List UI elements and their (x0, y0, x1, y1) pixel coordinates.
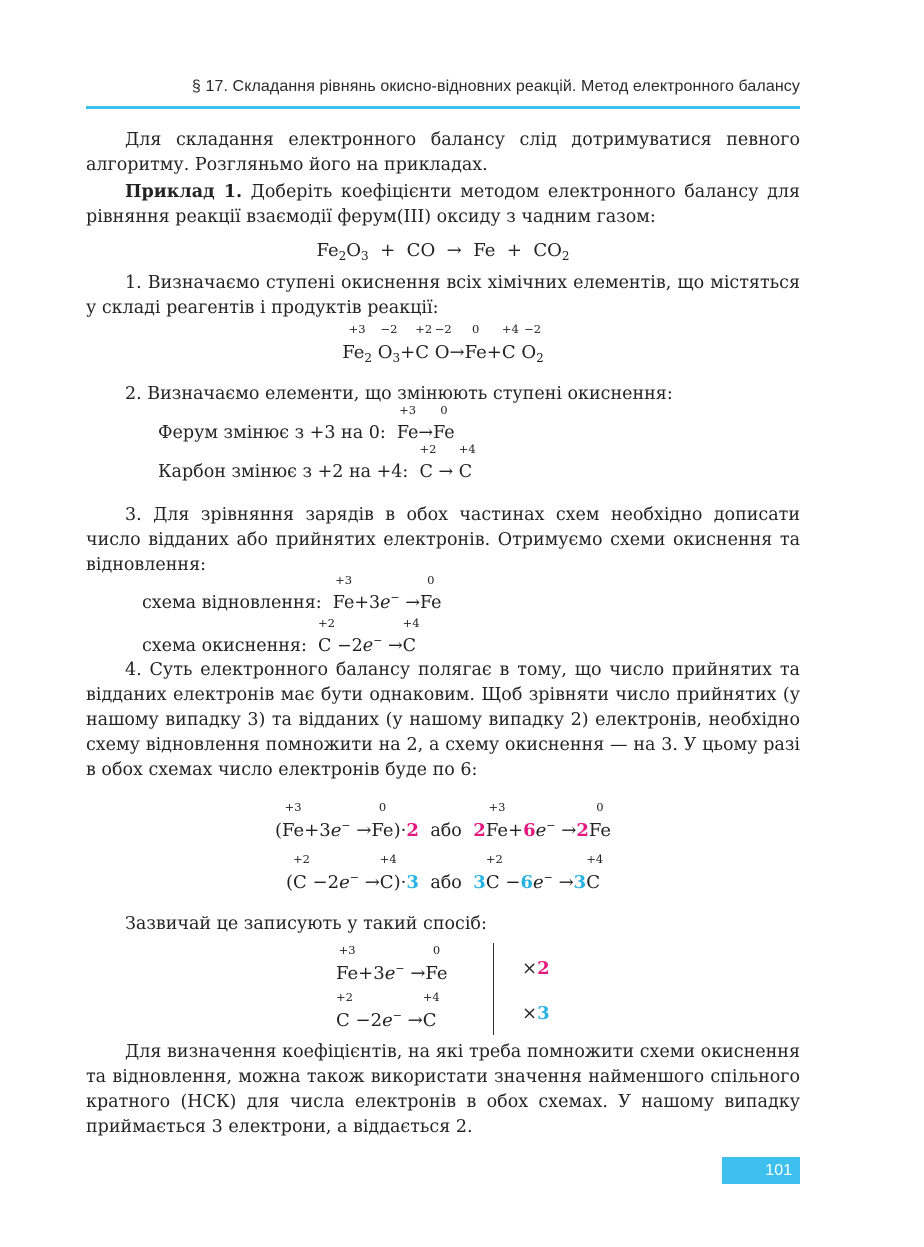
final-oxidation: +2 C −2e− → +4 C (336, 990, 440, 1031)
fe2-term: +3 $Fe_2$ (342, 322, 372, 365)
step4-paragraph: 4. Суть електронного балансу полягає в тому, що число прийнятих та відданих електронів має бути однаковим. Щоб зрівняти число прийнятих (у нашому випадку 3) та відданих (у нашому випадку 2) електронів, необхідно схему відновлення помножити на 2, а схему окиснення — на 3. У цьому разі в обох схемах число електронів буде по 6: (86, 660, 800, 780)
oxidation-scheme: схема окиснення: +2 C −2e− → +4 C (142, 616, 420, 656)
example-paragraph (86, 180, 800, 230)
reaction-equation: $Fe_2O_3$ + CO → $Fe + CO_2$ (316, 240, 570, 263)
step2-paragraph: 2. Визначаємо елементи, що змінюють ступені окиснення: (125, 384, 673, 404)
final-paragraph: Для визначення коефіцієнтів, на які треба помножити схеми окиснення та відновлення, можна також використати значення найменшого спільного кратного (НСК) для числа електронів в обох схемах. У нашому випадку приймається 3 електрони, а віддається 2. (86, 1042, 800, 1137)
multiplied-reduction: ( +3 Fe+3e− → 0 Fe)·2 або 2 +3 Fe+6e− →2 0 Fe (274, 800, 612, 841)
final-reduction: +3 Fe+3e− → 0 Fe (336, 943, 448, 984)
multiplier-3: ×3 (522, 1003, 550, 1024)
running-header: § 17. Складання рівнянь окисно-відновних реакцій. Метод електронного балансу (191, 78, 800, 95)
multiplied-oxidation: ( +2 C −2e− → +4 C)·3 або 3 +2 C −6e− →3 +4 C (286, 852, 604, 893)
carbon-change-line: Карбон змінює з +2 на +4: +2 C → +4 C (158, 442, 476, 482)
step3-paragraph: 3. Для зрівняння зарядів в обох частинах схем необхідно дописати число відданих або прийнятих електронів. Отримуємо схеми окиснення та відновлення: (86, 505, 800, 575)
step1-paragraph: 1. Визначаємо ступені окиснення всіх хімічних елементів, що містяться у складі реагентів і продуктів реакції: (86, 273, 800, 318)
header-rule (86, 106, 800, 109)
ferum-change-line: Ферум змінює з +3 на 0: +3 Fe→ 0 Fe (158, 403, 455, 443)
page-number: 101 (722, 1157, 800, 1184)
scheme-divider (493, 943, 494, 1035)
intro-paragraph: Для складання електронного балансу слід дотримуватися певного алгоритму. Розгляньмо його на прикладах. (86, 130, 800, 175)
usually-paragraph: Зазвичай це записують у такий спосіб: (125, 914, 487, 934)
multiplier-2: ×2 (522, 958, 550, 979)
example-label: Приклад 1. (125, 182, 243, 202)
reduction-scheme: схема відновлення: +3 Fe+3e− → 0 Fe (142, 573, 442, 613)
example-text: Доберіть коефіцієнти методом електронного балансу для рівняння реакції взаємодії ферум(ІІІ) оксиду з чадним газом: (86, 182, 800, 227)
oxidation-states-equation: +3 $Fe_2$ −2 $O_3+$ +2 C −2 O→ 0 Fe+ +4 C −2 $O_2$ (342, 322, 544, 365)
o3-term: −2 $O_3$ (377, 322, 401, 365)
